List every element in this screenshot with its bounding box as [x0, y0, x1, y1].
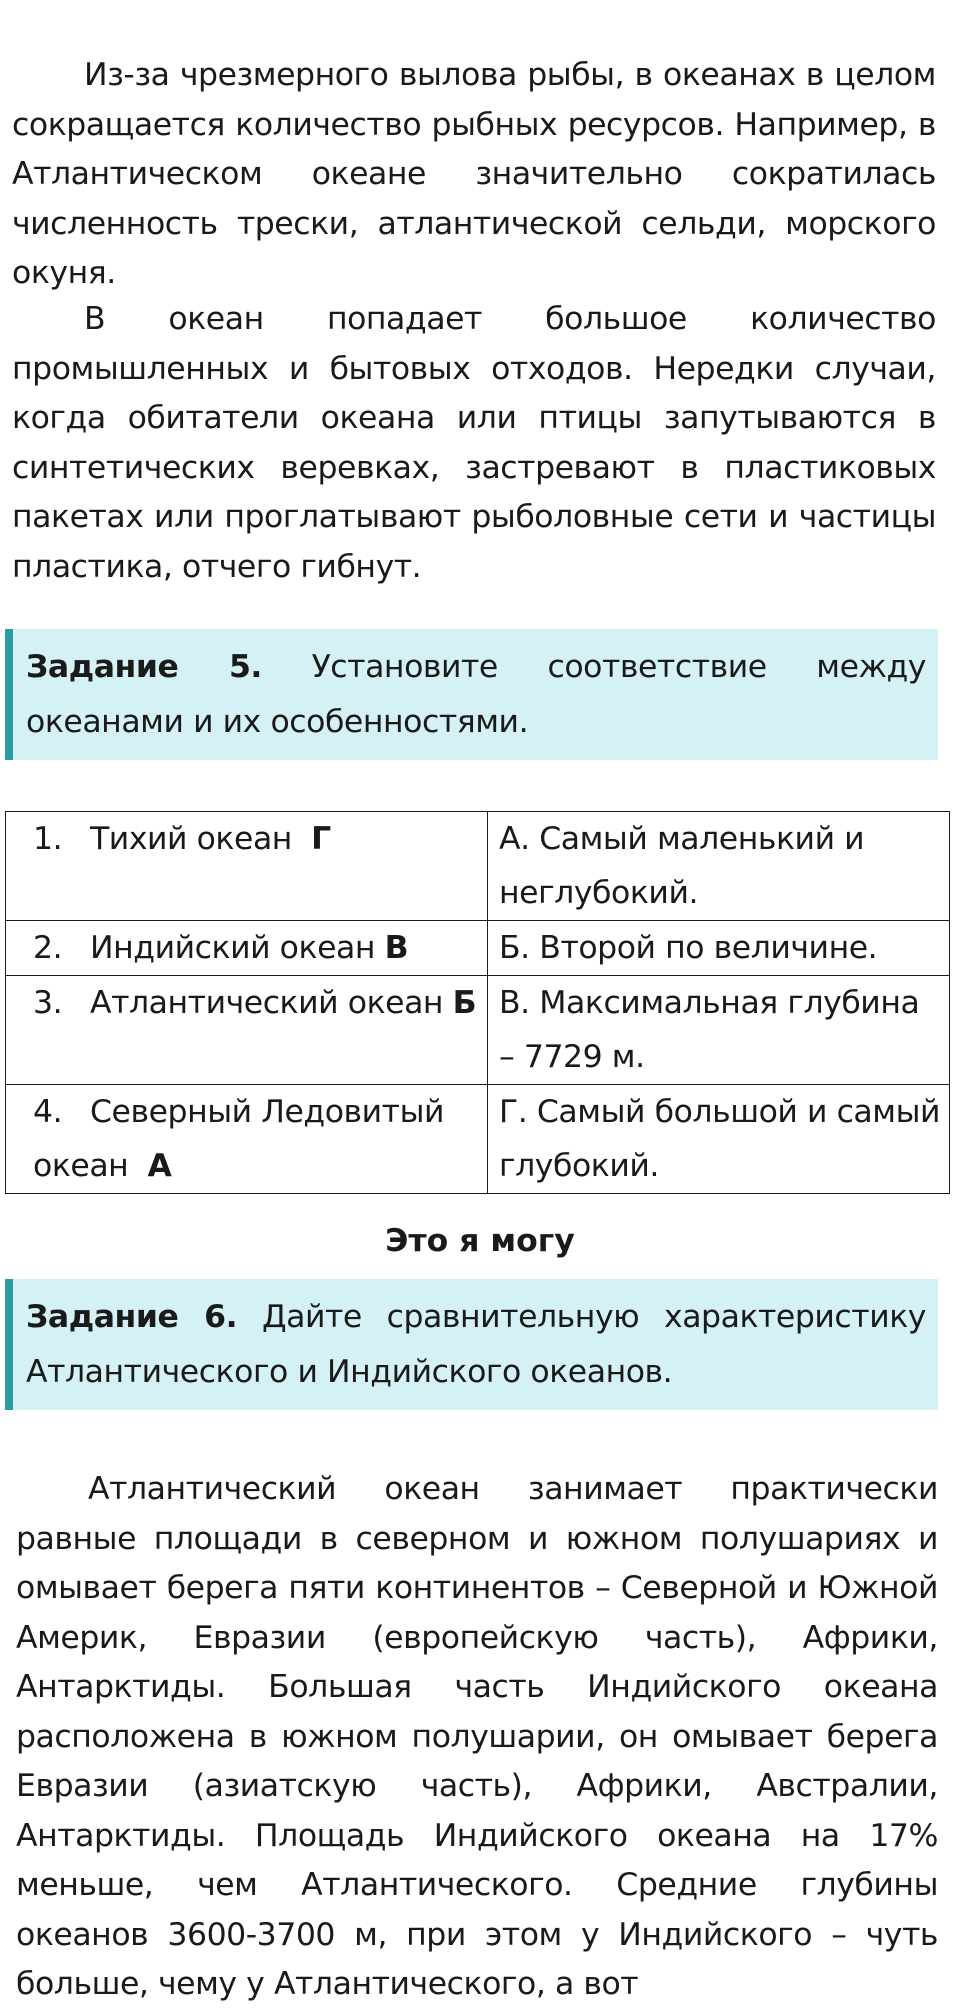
- ocean-name: Индийский океан: [90, 930, 376, 966]
- feature-cell: В. Максимальная глубина – 7729 м.: [488, 976, 950, 1085]
- paragraph-text: Атлантический океан занимает практически равные площади в северном и южном полушариях и омывает берега пяти континентов – Северной и Южной Америк, Евразии (европейскую часть), Африки, Антарктиды. Большая часть Индийского океана расположена в южном полушарии, он омывает берега Евразии (азиатскую часть), Африки, Австралии, Антарктиды. Площадь Индийского океана на 17% меньше, чем Атлантического. Средние глубины океанов 3600-3700 м, при этом у Индийского – чуть больше, чему у Атлантического, а вот: [16, 1471, 938, 2002]
- paragraph-overfishing: [12, 51, 936, 299]
- table-row: [6, 976, 950, 1085]
- feature-cell: Б. Второй по величине.: [488, 921, 950, 976]
- row-number: 4.: [33, 1094, 63, 1130]
- task-5-label: Задание 5.: [26, 649, 262, 685]
- ocean-cell: [6, 921, 488, 976]
- task-5-text: Установите соответствие между океанами и их особенностями.: [26, 649, 926, 740]
- paragraph-comparison: [16, 1465, 938, 2010]
- paragraph-text: В океан попадает большое количество промышленных и бытовых отходов. Нередки случаи, когда обитатели океана или птицы запутываются в синтетических веревках, застревают в пластиковых пакетах или проглатывают рыболовные сети и частицы пластика, отчего гибнут.: [12, 301, 936, 585]
- paragraph-text: Из-за чрезмерного вылова рыбы, в океанах в целом сокращается количество рыбных ресурсов. Например, в Атлантическом океане значительно сократилась численность трески, атлантической сельди, морского окуня.: [12, 57, 936, 291]
- ocean-name: Тихий океан: [90, 821, 292, 857]
- task-6-text: Дайте сравнительную характеристику Атлантического и Индийского океанов.: [26, 1299, 926, 1390]
- row-number: 2.: [33, 930, 63, 966]
- task-6-label: Задание 6.: [26, 1299, 238, 1335]
- table-row: [6, 812, 950, 921]
- ocean-cell: [6, 1085, 488, 1194]
- task-6-box: [5, 1279, 938, 1410]
- ocean-name: Северный Ледовитый океан: [33, 1094, 445, 1184]
- section-heading: Это я могу: [385, 1223, 575, 1259]
- answer-letter: А: [147, 1148, 172, 1184]
- ocean-cell: [6, 812, 488, 921]
- paragraph-pollution: [12, 295, 936, 592]
- ocean-cell: [6, 976, 488, 1085]
- feature-cell: Г. Самый большой и самый глубокий.: [488, 1085, 950, 1194]
- answer-letter: Б: [452, 985, 477, 1021]
- answer-letter: В: [384, 930, 409, 966]
- table-row: [6, 921, 950, 976]
- feature-cell: А. Самый маленький и неглубокий.: [488, 812, 950, 921]
- matching-table: [5, 811, 950, 1194]
- answer-letter: Г: [311, 821, 331, 857]
- row-number: 3.: [33, 985, 63, 1021]
- table-row: [6, 1085, 950, 1194]
- row-number: 1.: [33, 821, 63, 857]
- ocean-name: Атлантический океан: [90, 985, 444, 1021]
- task-5-box: [5, 629, 938, 760]
